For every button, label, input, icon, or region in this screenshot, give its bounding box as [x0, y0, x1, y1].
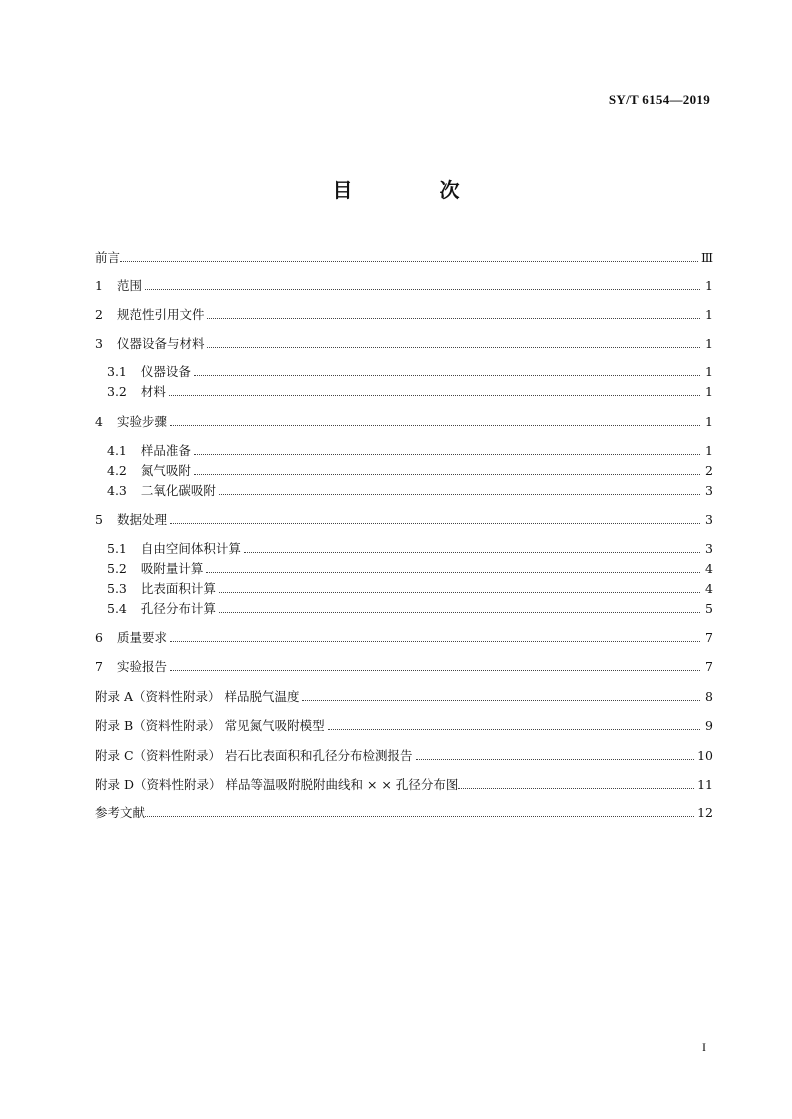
toc-entry-label: 规范性引用文件 — [116, 307, 205, 322]
toc-entry[interactable] — [95, 384, 713, 400]
toc-entry-page: 1 — [705, 336, 713, 351]
toc-entry[interactable] — [95, 581, 713, 597]
toc-entry-number: 5.2 — [107, 561, 127, 576]
toc-entry-page: 1 — [705, 307, 713, 322]
toc-entry-label: 仪器设备与材料 — [116, 336, 205, 351]
toc-entry-number: 3.2 — [107, 384, 127, 399]
toc-entry-label: 数据处理 — [116, 512, 167, 527]
toc-entry[interactable] — [95, 689, 713, 705]
toc-entry-label: 自由空间体积计算 — [140, 541, 241, 556]
dot-leader — [219, 494, 700, 495]
dot-leader — [194, 375, 700, 376]
page-number: I — [702, 1040, 706, 1054]
toc-entry[interactable] — [95, 278, 713, 294]
toc-entry[interactable] — [95, 250, 713, 266]
toc-entry[interactable] — [95, 307, 713, 323]
toc-entry-label: 附录 B（资料性附录） 常见氮气吸附模型 — [95, 718, 325, 733]
toc-entry-page: 8 — [705, 689, 713, 704]
toc-entry-label: 附录 A（资料性附录） 样品脱气温度 — [95, 689, 300, 704]
toc-entry[interactable] — [95, 777, 713, 793]
toc-entry-label: 比表面积计算 — [140, 581, 216, 596]
toc-entry[interactable] — [95, 659, 713, 675]
dot-leader — [169, 395, 700, 396]
toc-entry[interactable] — [95, 336, 713, 352]
toc-entry-label: 样品准备 — [140, 443, 191, 458]
toc-entry-page: 4 — [705, 561, 713, 576]
toc-entry-page: 4 — [705, 581, 713, 596]
toc-entry-number: 7 — [95, 659, 103, 674]
toc-entry-page: 1 — [705, 384, 713, 399]
toc-entry-page: 1 — [705, 278, 713, 293]
dot-leader — [207, 318, 700, 319]
toc-entry-number: 3.1 — [107, 364, 127, 379]
dot-leader — [194, 454, 700, 455]
toc-entry-page: 3 — [705, 512, 713, 527]
toc-entry[interactable] — [95, 541, 713, 557]
toc-entry-page: 10 — [697, 748, 713, 763]
toc-entry-number: 1 — [95, 278, 103, 293]
dot-leader — [416, 759, 695, 760]
toc-entry-label: 实验步骤 — [116, 414, 167, 429]
toc-entry-page: 3 — [705, 483, 713, 498]
toc-entry-page: 11 — [697, 777, 713, 792]
toc-entry-number: 5 — [95, 512, 103, 527]
toc-entry-label: 材料 — [140, 384, 166, 399]
toc-entry-label: 附录 D（资料性附录） 样品等温吸附脱附曲线和 × × 孔径分布图 — [95, 777, 459, 792]
toc-entry-label: 附录 C（资料性附录） 岩石比表面积和孔径分布检测报告 — [95, 748, 413, 763]
dot-leader — [145, 289, 700, 290]
toc-entry[interactable] — [95, 414, 713, 430]
toc-entry-number: 4 — [95, 414, 103, 429]
toc-entry[interactable] — [95, 561, 713, 577]
toc-entry-label: 仪器设备 — [140, 364, 191, 379]
toc-entry-label: 孔径分布计算 — [140, 601, 216, 616]
dot-leader — [170, 670, 700, 671]
toc-entry-number: 3 — [95, 336, 103, 351]
toc-entry[interactable] — [95, 483, 713, 499]
toc-entry-page: 5 — [705, 601, 713, 616]
toc-entry-page: 3 — [705, 541, 713, 556]
standard-code: SY/T 6154—2019 — [608, 92, 710, 107]
toc-entry-label: 吸附量计算 — [140, 561, 204, 576]
dot-leader — [328, 729, 700, 730]
toc-entry[interactable] — [95, 463, 713, 479]
dot-leader — [170, 425, 700, 426]
dot-leader — [170, 641, 700, 642]
toc-entry-number: 4.2 — [107, 463, 127, 478]
toc-entry-page: 2 — [705, 463, 713, 478]
dot-leader — [244, 552, 700, 553]
dot-leader — [302, 700, 700, 701]
toc-entry-number: 4.1 — [107, 443, 127, 458]
dot-leader — [458, 788, 694, 789]
dot-leader — [219, 612, 700, 613]
toc-entry-label: 范围 — [116, 278, 142, 293]
toc-entry-number: 6 — [95, 630, 103, 645]
toc-entry[interactable] — [95, 601, 713, 617]
toc-entry-page: Ⅲ — [700, 250, 713, 265]
toc-entry-number: 5.3 — [107, 581, 127, 596]
dot-leader — [194, 474, 700, 475]
toc-entry[interactable] — [95, 512, 713, 528]
toc-entry-number: 4.3 — [107, 483, 127, 498]
toc-entry-label: 参考文献 — [95, 805, 146, 820]
toc-entry[interactable] — [95, 630, 713, 646]
dot-leader — [120, 261, 698, 262]
toc-entry[interactable] — [95, 748, 713, 764]
toc-entry-page: 1 — [705, 443, 713, 458]
toc-entry-page: 1 — [705, 364, 713, 379]
dot-leader — [207, 347, 700, 348]
toc-entry[interactable] — [95, 443, 713, 459]
toc-entry-page: 7 — [705, 659, 713, 674]
dot-leader — [170, 523, 700, 524]
toc-entry-page: 7 — [705, 630, 713, 645]
toc-entry-number: 2 — [95, 307, 103, 322]
toc-entry[interactable] — [95, 364, 713, 380]
toc-entry-label: 二氧化碳吸附 — [140, 483, 216, 498]
toc-entry-number: 5.4 — [107, 601, 127, 616]
toc-entry-page: 9 — [705, 718, 713, 733]
dot-leader — [145, 816, 694, 817]
page-title: 目 次 — [332, 178, 500, 202]
toc-entry-page: 1 — [705, 414, 713, 429]
dot-leader — [206, 572, 700, 573]
toc-entry-label: 前言 — [95, 250, 121, 265]
dot-leader — [219, 592, 700, 593]
toc-entry[interactable] — [95, 805, 713, 821]
toc-entry-page: 12 — [697, 805, 713, 820]
toc-entry-label: 实验报告 — [116, 659, 167, 674]
toc-entry[interactable] — [95, 718, 713, 734]
toc-entry-label: 氮气吸附 — [140, 463, 191, 478]
toc-entry-label: 质量要求 — [116, 630, 167, 645]
toc-entry-number: 5.1 — [107, 541, 127, 556]
